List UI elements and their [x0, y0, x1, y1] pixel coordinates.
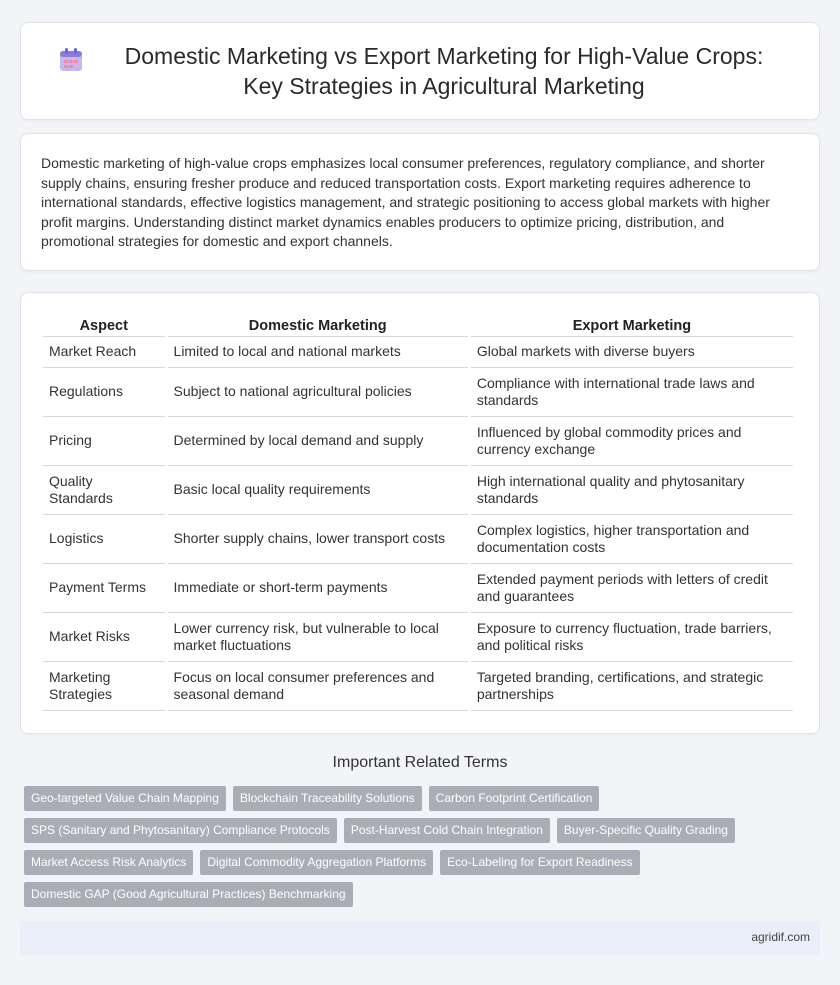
table-cell-domestic: Shorter supply chains, lower transport costs	[168, 515, 468, 564]
table-cell-aspect: Marketing Strategies	[43, 662, 165, 711]
table-row	[43, 417, 793, 466]
table-cell-aspect: Market Risks	[43, 613, 165, 662]
related-terms-heading: Important Related Terms	[332, 754, 508, 771]
table-cell-export: Global markets with diverse buyers	[471, 337, 793, 368]
table-cell-domestic: Immediate or short-term payments	[168, 564, 468, 613]
table-row	[43, 337, 793, 368]
related-term-tag[interactable]: Blockchain Traceability Solutions	[233, 786, 422, 811]
related-term-tag[interactable]: Digital Commodity Aggregation Platforms	[200, 850, 433, 875]
intro-text: Domestic marketing of high-value crops emphasizes local consumer preferences, regulatory compliance, and shorter supply chains, ensuring fresher produce and reduced transportation costs. Export marketing requires adherence to international standards, effective logistics management, and strategic positioning to access global markets with higher profit margins. Understanding distinct market dynamics enables producers to optimize pricing, distribution, and promotional strategies for domestic and export channels.	[41, 155, 770, 249]
related-term-tag[interactable]: Buyer-Specific Quality Grading	[557, 818, 735, 843]
column-header-domestic: Domestic Marketing	[168, 313, 468, 337]
table-cell-aspect: Quality Standards	[43, 466, 165, 515]
table-cell-domestic: Subject to national agricultural policies	[168, 368, 468, 417]
table-row	[43, 466, 793, 515]
table-row	[43, 613, 793, 662]
related-term-tag[interactable]: SPS (Sanitary and Phytosanitary) Compliance Protocols	[24, 818, 337, 843]
related-term-tag[interactable]: Carbon Footprint Certification	[429, 786, 600, 811]
related-term-tag[interactable]: Geo-targeted Value Chain Mapping	[24, 786, 226, 811]
intro-card	[20, 133, 820, 271]
table-cell-export: Exposure to currency fluctuation, trade barriers, and political risks	[471, 613, 793, 662]
table-cell-domestic: Limited to local and national markets	[168, 337, 468, 368]
comparison-table-card	[20, 292, 820, 734]
comparison-table	[40, 313, 796, 711]
related-term-tag[interactable]: Eco-Labeling for Export Readiness	[440, 850, 639, 875]
table-cell-aspect: Regulations	[43, 368, 165, 417]
table-cell-export: Influenced by global commodity prices and currency exchange	[471, 417, 793, 466]
column-header-aspect: Aspect	[43, 313, 165, 337]
table-cell-domestic: Lower currency risk, but vulnerable to local market fluctuations	[168, 613, 468, 662]
calendar-icon	[56, 45, 86, 75]
table-row	[43, 515, 793, 564]
table-cell-domestic: Basic local quality requirements	[168, 466, 468, 515]
footer	[20, 921, 820, 954]
related-terms-list	[24, 786, 820, 914]
footer-site-link[interactable]: agridif.com	[751, 930, 810, 944]
table-cell-aspect: Pricing	[43, 417, 165, 466]
table-cell-domestic: Determined by local demand and supply	[168, 417, 468, 466]
table-row	[43, 662, 793, 711]
table-cell-export: Compliance with international trade laws and standards	[471, 368, 793, 417]
table-cell-domestic: Focus on local consumer preferences and seasonal demand	[168, 662, 468, 711]
table-cell-export: High international quality and phytosanitary standards	[471, 466, 793, 515]
table-cell-aspect: Market Reach	[43, 337, 165, 368]
related-term-tag[interactable]: Post-Harvest Cold Chain Integration	[344, 818, 550, 843]
page-title: Domestic Marketing vs Export Marketing for High-Value Crops: Key Strategies in Agricultural Marketing	[124, 43, 764, 99]
header-card	[20, 22, 820, 120]
table-row	[43, 564, 793, 613]
column-header-export: Export Marketing	[471, 313, 793, 337]
related-term-tag[interactable]: Domestic GAP (Good Agricultural Practices) Benchmarking	[24, 882, 353, 907]
table-cell-aspect: Payment Terms	[43, 564, 165, 613]
table-cell-export: Extended payment periods with letters of credit and guarantees	[471, 564, 793, 613]
table-row	[43, 368, 793, 417]
table-header-row	[43, 313, 793, 337]
table-cell-export: Complex logistics, higher transportation and documentation costs	[471, 515, 793, 564]
table-cell-export: Targeted branding, certifications, and strategic partnerships	[471, 662, 793, 711]
related-term-tag[interactable]: Market Access Risk Analytics	[24, 850, 193, 875]
table-cell-aspect: Logistics	[43, 515, 165, 564]
